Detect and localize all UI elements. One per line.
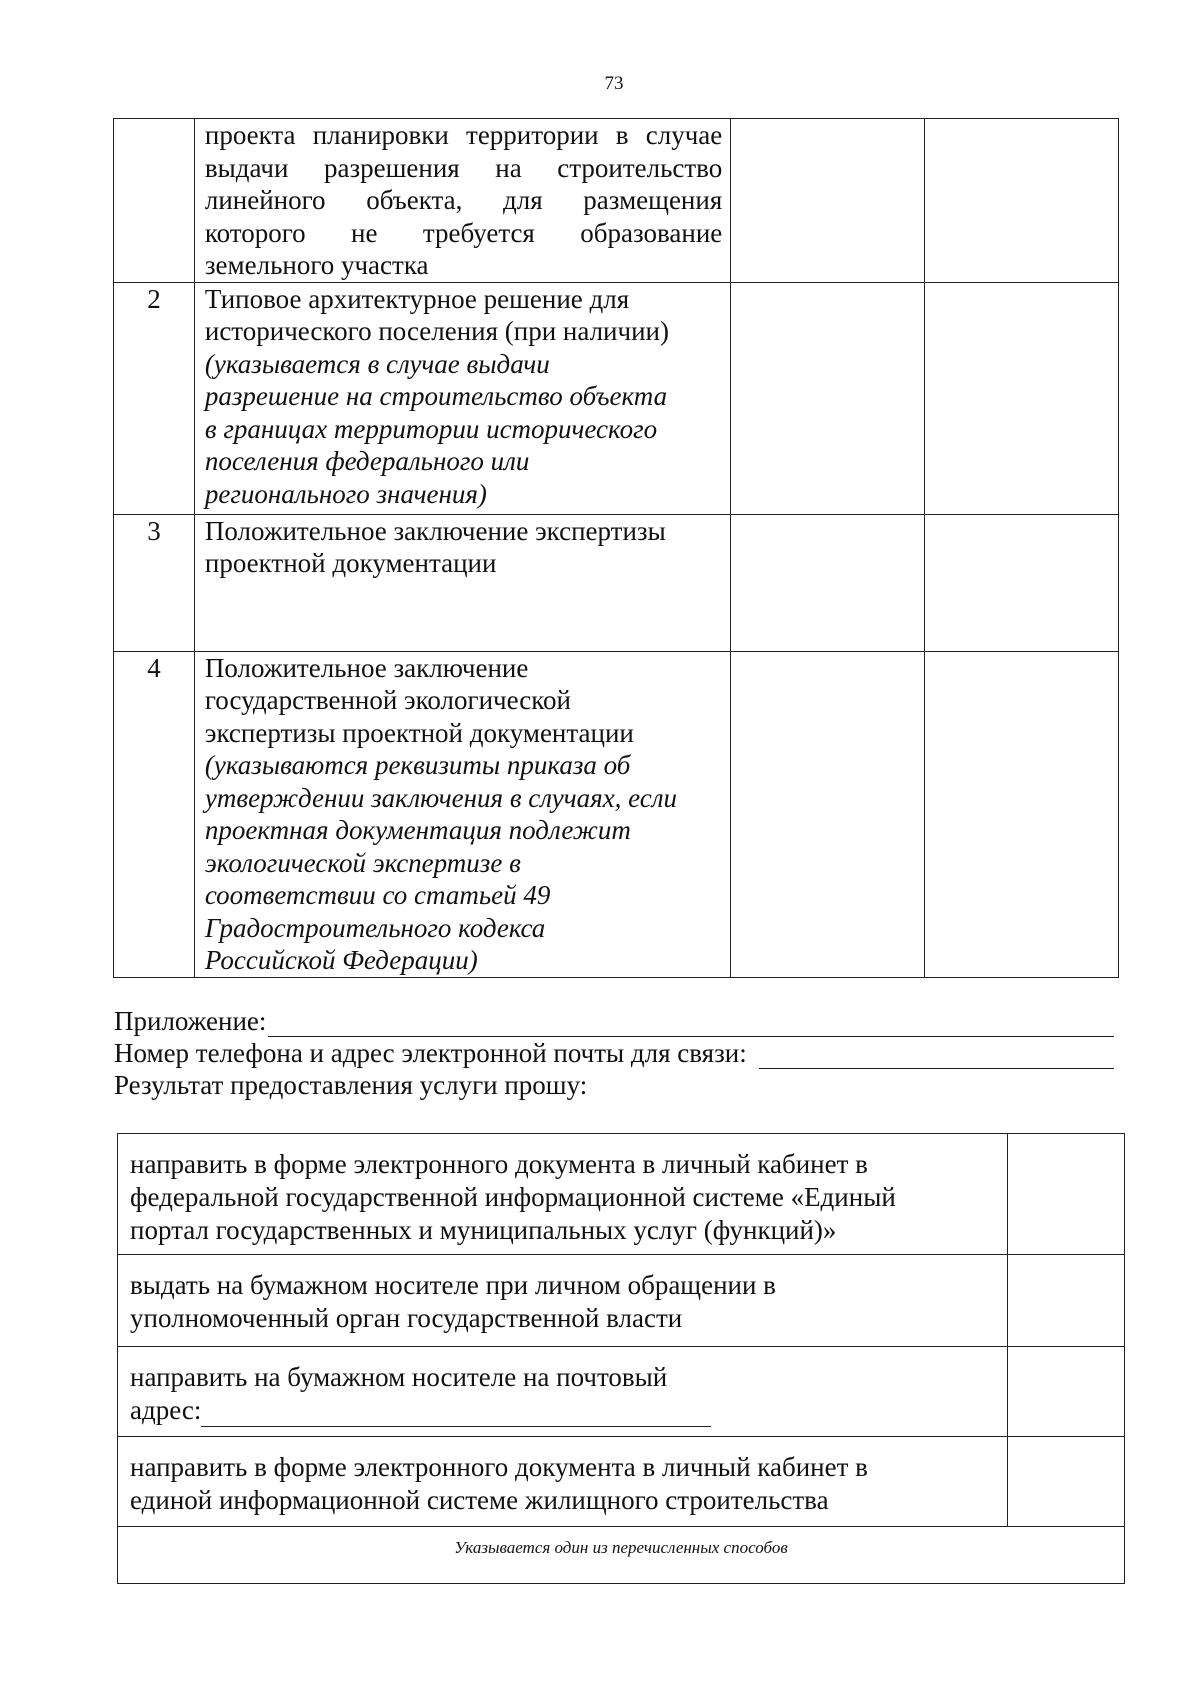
result-option-line (130, 1269, 1007, 1302)
document-row-field-1[interactable] (731, 651, 925, 977)
result-option-row (118, 1437, 1125, 1527)
document-row-number: 4 (114, 651, 195, 977)
document-row-number: 3 (114, 514, 195, 651)
document-row-line: Градостроительного кодекса (204, 912, 546, 943)
document-row-field-2[interactable] (925, 651, 1119, 977)
result-option-checkbox[interactable] (1007, 1347, 1124, 1437)
result-option-row (118, 1347, 1125, 1437)
contact-line (114, 1037, 1114, 1069)
document-row (114, 514, 1119, 651)
attachment-field[interactable] (268, 1012, 1114, 1037)
document-row-line: земельного участка (204, 250, 429, 280)
document-row-line: соответствии со статьей 49 (204, 880, 551, 910)
document-row-field-2[interactable] (925, 119, 1119, 283)
document-row-field-2[interactable] (925, 282, 1119, 514)
contact-field[interactable] (759, 1044, 1114, 1069)
document-row-line: государственной экологической (204, 685, 571, 715)
document-row-field-1[interactable] (731, 514, 925, 651)
result-option-line (130, 1451, 1007, 1484)
postal-address-field[interactable] (201, 1402, 711, 1427)
result-option-text (118, 1347, 1008, 1437)
document-row-line: проектной документации (204, 548, 497, 578)
result-option-text (118, 1255, 1008, 1347)
result-option-text (118, 1437, 1008, 1527)
document-row-line: регионального значения) (204, 478, 487, 509)
document-row-line: в границах территории исторического (204, 413, 658, 444)
result-footnote: Указывается один из перечисленных способов (118, 1527, 1125, 1584)
document-row-line: (указывается в случае выдачи (204, 348, 550, 379)
result-option-line-text: федеральной государственной информационной системе «Единый (130, 1182, 896, 1212)
attachment-label: Приложение: (114, 1006, 267, 1036)
result-option-line (130, 1361, 1007, 1394)
document-row (114, 282, 1119, 514)
result-option-line-text: направить в форме электронного документа в личный кабинет в (130, 1149, 868, 1179)
document-row-number (114, 119, 195, 283)
result-option-line (130, 1148, 1007, 1181)
applicant-form (114, 1005, 1114, 1101)
page-number: 73 (604, 73, 624, 94)
document-row-line: экологической экспертизе в (204, 847, 521, 878)
document-row-field-1[interactable] (731, 282, 925, 514)
document-row-number: 2 (114, 282, 195, 514)
result-option-line-text: выдать на бумажном носителе при личном обращении в (130, 1270, 776, 1300)
document-row-name (194, 514, 730, 651)
result-option-text (118, 1134, 1008, 1255)
document-row-field-2[interactable] (925, 514, 1119, 651)
document-row-line: проекта планировки территории в случае (204, 120, 723, 150)
result-label: Результат предоставления услуги прошу: (114, 1070, 588, 1100)
result-footnote-row (118, 1527, 1125, 1584)
document-row-field-1[interactable] (731, 119, 925, 283)
document-row-line: Положительное заключение (204, 652, 529, 683)
document-row-name (194, 651, 730, 977)
document-row-line: Типовое архитектурное решение для (204, 283, 630, 314)
result-option-checkbox[interactable] (1007, 1437, 1124, 1527)
document-row-line: (указываются реквизиты приказа об (204, 750, 631, 780)
result-option-line-text: единой информационной системе жилищного строительства (130, 1485, 829, 1515)
result-option-line (130, 1302, 1007, 1335)
result-line (114, 1069, 1114, 1101)
document-row-line: утверждении заключения в случаях, если (204, 782, 677, 813)
document-row-line: линейного объекта, для размещения (204, 185, 723, 215)
result-option-line-text: адрес: (130, 1395, 202, 1425)
result-option-row (118, 1134, 1125, 1255)
result-option-checkbox[interactable] (1007, 1255, 1124, 1347)
document-row-line: выдачи разрешения на строительство (204, 152, 723, 183)
document-row-line: Российской Федерации) (204, 945, 478, 975)
document-row-line: исторического поселения (при наличии) (204, 316, 669, 346)
result-option-line (130, 1484, 1007, 1517)
document-row-line: поселения федерального или (204, 446, 530, 476)
result-option-line-text: уполномоченный орган государственной власти (130, 1303, 683, 1333)
result-option-line-text: направить на бумажном носителе на почтовый (130, 1362, 668, 1392)
contact-label: Номер телефона и адрес электронной почты для связи: (114, 1038, 747, 1068)
result-option-line (130, 1181, 1007, 1214)
result-option-line-text: портал государственных и муниципальных услуг (функций)» (130, 1215, 837, 1245)
document-row (114, 651, 1119, 977)
document-row (114, 119, 1119, 283)
document-row-line: проектная документация подлежит (204, 815, 631, 845)
result-option-line (130, 1394, 1007, 1427)
document-row-line: Положительное заключение экспертизы (204, 515, 666, 546)
result-options-table (117, 1133, 1125, 1584)
document-row-line: разрешение на строительство объекта (204, 381, 668, 411)
document-row-line: экспертизы проектной документации (204, 717, 634, 748)
documents-table (113, 118, 1119, 978)
document-row-name (194, 282, 730, 514)
result-option-line-text: направить в форме электронного документа в личный кабинет в (130, 1452, 868, 1482)
result-option-checkbox[interactable] (1007, 1134, 1124, 1255)
document-row-line: которого не требуется образование (204, 217, 723, 248)
result-option-line (130, 1214, 1007, 1247)
result-option-row (118, 1255, 1125, 1347)
document-row-name (194, 119, 730, 283)
attachment-line (114, 1005, 1114, 1037)
